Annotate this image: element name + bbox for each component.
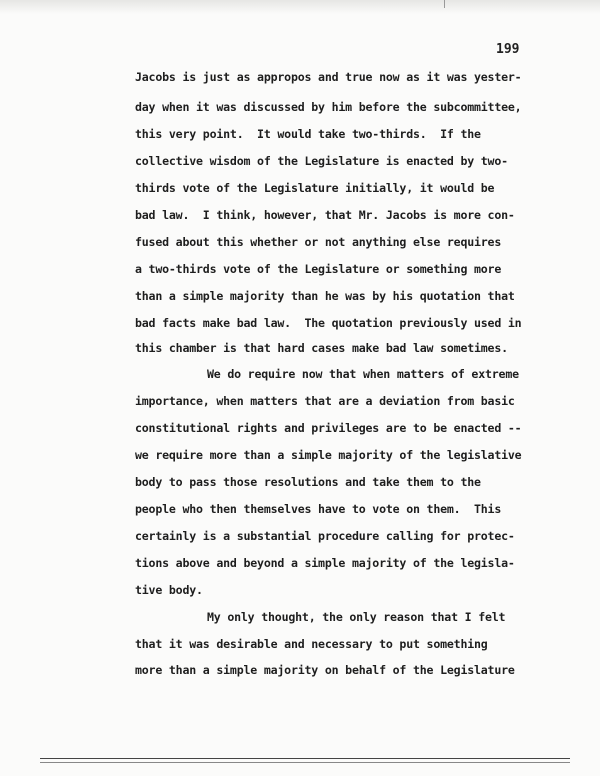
text-line: this chamber is that hard cases make bad law sometimes. — [135, 341, 508, 355]
text-line: body to pass those resolutions and take them to the — [135, 475, 481, 489]
scan-top-edge — [0, 0, 600, 14]
text-line: people who then themselves have to vote on them. This — [135, 502, 502, 516]
text-line: constitutional rights and privileges are to be enacted -- — [135, 421, 522, 435]
text-line: fused about this whether or not anything else requires — [135, 235, 502, 249]
text-line: bad law. I think, however, that Mr. Jacobs is more con- — [135, 208, 515, 222]
page-number: 199 — [496, 42, 520, 57]
scan-mark — [444, 0, 445, 8]
text-line: My only thought, the only reason that I felt — [207, 610, 506, 624]
text-line: more than a simple majority on behalf of the Legislature — [135, 663, 515, 677]
text-line: collective wisdom of the Legislature is enacted by two- — [135, 154, 508, 168]
text-line: we require more than a simple majority of the legislative — [135, 448, 522, 462]
text-line: day when it was discussed by him before the subcommittee, — [135, 100, 522, 114]
text-line: bad facts make bad law. The quotation previously used in — [135, 316, 522, 330]
text-line: than a simple majority than he was by his quotation that — [135, 289, 515, 303]
text-line: this very point. It would take two-thirds. If the — [135, 127, 481, 141]
bottom-rule-secondary — [40, 762, 570, 763]
text-line: tions above and beyond a simple majority of the legisla- — [135, 556, 515, 570]
text-line: a two-thirds vote of the Legislature or something more — [135, 262, 502, 276]
text-line: importance, when matters that are a deviation from basic — [135, 394, 515, 408]
text-line: Jacobs is just as appropos and true now as it was yester- — [135, 70, 522, 84]
text-line: thirds vote of the Legislature initially, it would be — [135, 181, 495, 195]
bottom-rule — [40, 758, 570, 759]
text-line: We do require now that when matters of extreme — [207, 367, 519, 381]
text-line: tive body. — [135, 583, 203, 597]
text-line: that it was desirable and necessary to put something — [135, 637, 488, 651]
text-line: certainly is a substantial procedure calling for protec- — [135, 529, 515, 543]
